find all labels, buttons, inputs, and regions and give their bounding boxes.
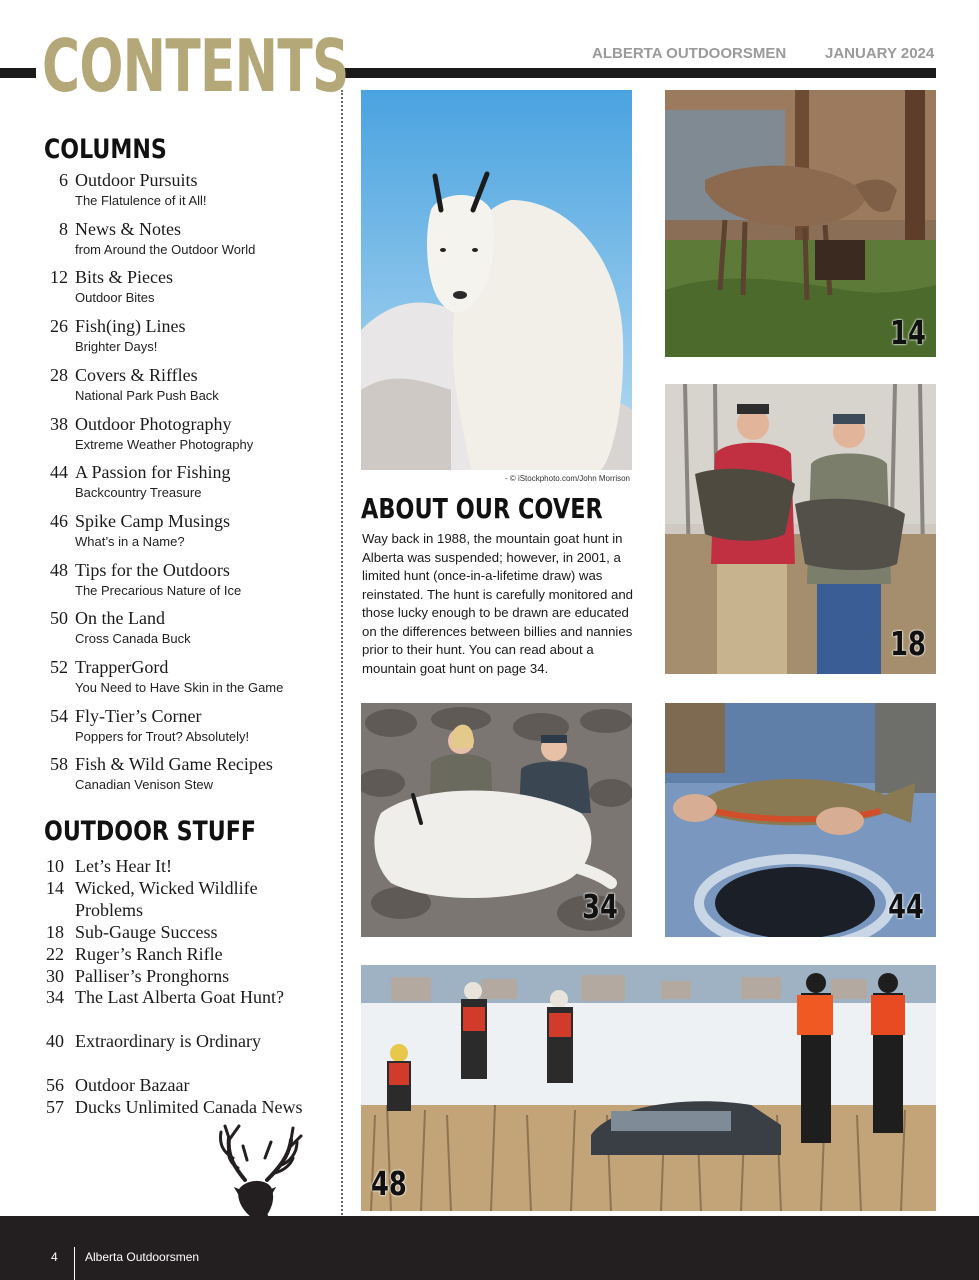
column-page-number: 52	[50, 657, 68, 677]
outdoor-stuff-page-number: 40	[46, 1031, 64, 1052]
column-title: On the Land	[75, 608, 165, 629]
column-subtitle: The Flatulence of it All!	[75, 193, 207, 208]
column-title: Spike Camp Musings	[75, 510, 231, 531]
column-page-number: 58	[50, 754, 68, 775]
cover-photo-credit: - © iStockphoto.com/John Morrison	[504, 474, 630, 483]
outdoor-stuff-title: Sub-Gauge Success	[75, 921, 218, 942]
column-divider	[341, 90, 343, 1215]
column-page-number: 44	[50, 462, 68, 483]
outdoor-stuff-page-number: 30	[46, 965, 64, 986]
photo-trout-page: 44	[888, 887, 924, 926]
column-page-number: 6	[59, 170, 68, 190]
outdoor-stuff-page-number: 57	[46, 1096, 64, 1117]
column-subtitle: The Precarious Nature of Ice	[75, 582, 242, 598]
column-title: Tips for the Outdoors	[75, 559, 230, 580]
page-title: CONTENTS	[42, 24, 349, 108]
outdoor-stuff-title: Ducks Unlimited Canada News	[75, 1096, 303, 1117]
photo-grouse-hunters[interactable]	[665, 384, 936, 674]
column-subtitle: Brighter Days!	[75, 339, 158, 355]
header-rule-right	[336, 68, 936, 78]
photo-grouse-page: 18	[890, 624, 926, 663]
column-title: Outdoor Photography	[75, 413, 232, 434]
column-subtitle: You Need to Have Skin in the Game	[75, 680, 284, 695]
outdoor-stuff-heading: OUTDOOR STUFF	[44, 816, 256, 847]
column-page-number: 28	[50, 364, 68, 385]
footer-separator	[74, 1247, 75, 1280]
outdoor-stuff-title: Wicked, Wicked Wildlife Problems	[75, 877, 258, 920]
column-page-number: 54	[50, 705, 68, 726]
photo-deer[interactable]	[665, 90, 936, 357]
outdoor-stuff-title: Palliser’s Pronghorns	[75, 965, 230, 986]
issue-date: JANUARY 2024	[825, 45, 935, 62]
column-page-number: 46	[50, 510, 68, 531]
photo-deer-page: 14	[890, 313, 926, 352]
column-subtitle: Outdoor Bites	[75, 290, 155, 306]
publication-name: ALBERTA OUTDOORSMEN	[592, 45, 787, 62]
outdoor-stuff-page-number: 22	[46, 943, 64, 964]
column-page-number: 26	[50, 316, 68, 337]
column-page-number: 48	[50, 559, 68, 580]
photo-goat-hunters[interactable]	[361, 703, 632, 937]
photo-goat-page: 34	[582, 887, 618, 926]
outdoor-stuff-page-number: 18	[46, 921, 64, 942]
column-subtitle: Backcountry Treasure	[75, 485, 202, 501]
column-title: Fish(ing) Lines	[75, 316, 186, 337]
column-title: Fly-Tier’s Corner	[75, 705, 202, 726]
column-subtitle: Cross Canada Buck	[75, 631, 191, 647]
header-rule-left	[0, 68, 36, 78]
column-subtitle: Canadian Venison Stew	[75, 777, 214, 793]
outdoor-stuff-title: Outdoor Bazaar	[75, 1075, 190, 1095]
column-page-number: 50	[50, 608, 68, 629]
outdoor-stuff-page-number: 14	[46, 877, 64, 898]
column-subtitle: from Around the Outdoor World	[75, 241, 256, 257]
photo-trout[interactable]	[665, 703, 936, 937]
column-page-number: 8	[59, 218, 68, 239]
footer-page-number: 4	[51, 1250, 58, 1264]
column-title: Outdoor Pursuits	[75, 170, 198, 190]
column-page-number: 38	[50, 413, 68, 434]
photo-rescue-page: 48	[371, 1164, 407, 1203]
photo-ice-rescue[interactable]	[361, 965, 936, 1211]
outdoor-stuff-page-number: 34	[46, 987, 64, 1008]
outdoor-stuff-title: Let’s Hear It!	[75, 856, 172, 876]
outdoor-stuff-title: Ruger’s Ranch Rifle	[75, 943, 223, 964]
about-cover-heading: ABOUT OUR COVER	[361, 492, 603, 525]
outdoor-stuff-title: The Last Alberta Goat Hunt?	[75, 987, 284, 1008]
column-title: A Passion for Fishing	[75, 462, 231, 483]
outdoor-stuff-title: Extraordinary is Ordinary	[75, 1031, 261, 1052]
column-subtitle: What’s in a Name?	[75, 533, 185, 549]
outdoor-stuff-page-number: 56	[46, 1075, 64, 1095]
columns-heading: COLUMNS	[44, 134, 167, 165]
column-page-number: 12	[50, 267, 68, 288]
column-subtitle: National Park Push Back	[75, 387, 219, 403]
column-title: Fish & Wild Game Recipes	[75, 754, 273, 775]
column-title: Covers & Riffles	[75, 364, 198, 385]
column-subtitle: Extreme Weather Photography	[75, 436, 254, 452]
footer-publication: Alberta Outdoorsmen	[85, 1250, 200, 1264]
column-title: Bits & Pieces	[75, 267, 173, 288]
outdoor-stuff-page-number: 10	[46, 856, 64, 876]
about-cover-body: Way back in 1988, the mountain goat hunt in Alberta was suspended; however, in 2001, a limited hunt (once-in-a-lifetime draw) was reinstated. The hunt is carefully monitored and those lucky enough to be drawn are educated on the differences between billies and nannies prior to their hunt. You can read about a mountain goat hunt on page 34.	[362, 531, 633, 676]
column-title: TrapperGord	[75, 657, 169, 677]
cover-photo-mountain-goat	[361, 90, 632, 470]
footer-bar	[0, 1216, 979, 1280]
column-subtitle: Poppers for Trout? Absolutely!	[75, 728, 250, 744]
column-title: News & Notes	[75, 218, 181, 239]
